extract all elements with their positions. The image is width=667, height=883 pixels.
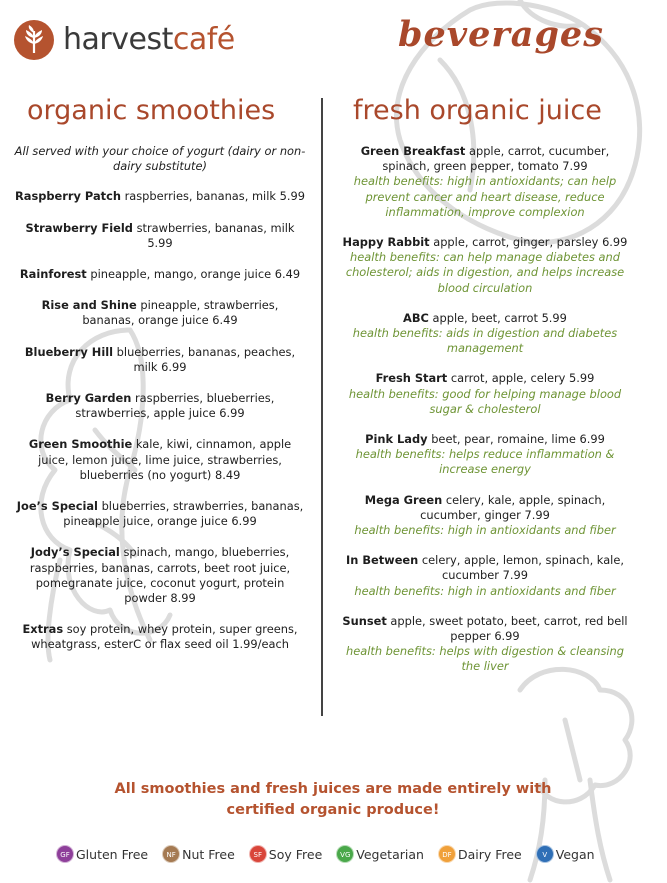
item-price: 6.49 bbox=[212, 313, 238, 328]
legend-label: Soy Free bbox=[268, 846, 323, 862]
item-name: Rainforest bbox=[19, 267, 87, 282]
juices-column bbox=[336, 144, 634, 690]
item-name: Extras bbox=[22, 622, 64, 637]
item-description: blueberries, bananas, peaches, milk bbox=[116, 344, 296, 374]
page-title: beverages bbox=[398, 14, 604, 55]
juice-main-line bbox=[336, 432, 634, 447]
item-name: Mega Green bbox=[364, 492, 443, 507]
juice-item bbox=[336, 311, 634, 357]
health-benefit: health benefits: high in antioxidants and fiber bbox=[354, 523, 616, 538]
item-name: Happy Rabbit bbox=[342, 235, 430, 250]
item-description: apple, carrot, ginger, parsley bbox=[433, 235, 599, 250]
smoothie-item bbox=[14, 267, 306, 282]
juice-main-line bbox=[336, 235, 634, 250]
brand-logo bbox=[13, 19, 235, 61]
legend-label: Gluten Free bbox=[76, 846, 149, 862]
smoothie-item bbox=[14, 545, 306, 606]
juices-heading: fresh organic juice bbox=[353, 95, 602, 126]
juice-main-line bbox=[336, 614, 634, 644]
smoothies-heading: organic smoothies bbox=[27, 95, 276, 126]
item-name: Rise and Shine bbox=[41, 298, 137, 313]
health-benefit: health benefits: helps reduce inflammation & increase energy bbox=[355, 447, 615, 477]
item-price: 5.99 bbox=[279, 189, 305, 204]
organic-note bbox=[90, 779, 576, 821]
item-name: Raspberry Patch bbox=[15, 189, 121, 204]
item-name: Jody’s Special bbox=[30, 545, 120, 560]
legend-label: Nut Free bbox=[182, 846, 235, 862]
item-price: 5.99 bbox=[147, 235, 173, 250]
item-description: celery, kale, apple, spinach, cucumber, ginger bbox=[420, 492, 606, 522]
item-name: In Between bbox=[346, 553, 419, 568]
sf-badge-icon: SF bbox=[249, 845, 267, 863]
item-price: 7.99 bbox=[502, 568, 528, 583]
health-benefit: health benefits: high in antioxidants; can help prevent cancer and heart disease, reduce inflammation, improve complexion bbox=[353, 174, 617, 219]
item-name: Berry Garden bbox=[45, 391, 132, 406]
juice-item bbox=[336, 493, 634, 539]
item-price: 8.99 bbox=[170, 591, 196, 606]
df-badge-icon: DF bbox=[438, 845, 456, 863]
item-name: Strawberry Field bbox=[25, 220, 133, 235]
item-name: ABC bbox=[403, 310, 429, 325]
item-name: Pink Lady bbox=[365, 432, 428, 447]
v-badge-icon: V bbox=[536, 845, 554, 863]
legend-item-sf bbox=[249, 845, 322, 863]
item-name: Green Breakfast bbox=[360, 144, 466, 158]
juice-main-line bbox=[336, 144, 634, 174]
legend-label: Dairy Free bbox=[457, 846, 522, 862]
juice-main-line bbox=[336, 493, 634, 523]
brand-name-part2: café bbox=[172, 22, 235, 57]
item-description: strawberries, bananas, milk bbox=[136, 220, 295, 235]
juice-main-line bbox=[336, 311, 634, 326]
item-price: 7.99 bbox=[562, 159, 588, 174]
item-price: 6.99 bbox=[161, 359, 187, 374]
legend-item-gf bbox=[56, 845, 148, 863]
item-description: celery, apple, lemon, spinach, kale, cucumber bbox=[421, 553, 624, 583]
item-price: 8.49 bbox=[215, 467, 241, 482]
dietary-legend bbox=[56, 845, 609, 863]
item-name: Green Smoothie bbox=[28, 437, 133, 452]
item-price: 6.49 bbox=[274, 267, 301, 282]
item-description: apple, beet, carrot bbox=[432, 310, 538, 325]
smoothies-list bbox=[14, 189, 306, 652]
smoothie-item bbox=[14, 298, 306, 328]
wheat-leaf-icon bbox=[13, 19, 55, 61]
smoothie-item bbox=[14, 345, 306, 375]
juice-item bbox=[336, 614, 634, 675]
juice-item bbox=[336, 235, 634, 296]
health-benefit: health benefits: good for helping manage blood sugar & cholesterol bbox=[348, 386, 622, 416]
item-description: pineapple, mango, orange juice bbox=[90, 267, 272, 282]
item-price: 1.99/each bbox=[232, 637, 289, 652]
juice-item bbox=[336, 553, 634, 599]
vg-badge-icon: VG bbox=[336, 845, 354, 863]
smoothie-item bbox=[14, 221, 306, 251]
legend-item-df bbox=[438, 845, 522, 863]
smoothie-item bbox=[14, 189, 306, 204]
legend-item-vg bbox=[336, 845, 424, 863]
item-description: blueberries, strawberries, bananas, pineapple juice, orange juice bbox=[63, 499, 304, 529]
item-description: raspberries, bananas, milk bbox=[124, 189, 276, 204]
item-description: soy protein, whey protein, super greens, wheatgrass, esterC or flax seed oil bbox=[31, 622, 298, 652]
item-price: 6.99 bbox=[602, 235, 628, 250]
item-description: apple, carrot, cucumber, spinach, green pepper, tomato bbox=[382, 144, 610, 174]
smoothies-column bbox=[14, 144, 306, 669]
organic-note-line1: All smoothies and fresh juices are made entirely with bbox=[114, 781, 552, 797]
health-benefit: health benefits: aids in digestion and diabetes management bbox=[352, 326, 618, 356]
item-description: carrot, apple, celery bbox=[450, 371, 566, 386]
item-price: 6.99 bbox=[494, 629, 520, 644]
nf-badge-icon: NF bbox=[162, 845, 180, 863]
gf-badge-icon: GF bbox=[56, 845, 74, 863]
item-name: Blueberry Hill bbox=[24, 344, 114, 359]
health-benefit: health benefits: helps with digestion & cleansing the liver bbox=[345, 644, 625, 674]
column-divider bbox=[321, 98, 323, 716]
juice-main-line bbox=[336, 371, 634, 386]
item-name: Fresh Start bbox=[375, 371, 448, 386]
juices-list bbox=[336, 144, 634, 675]
juice-item bbox=[336, 432, 634, 478]
item-price: 5.99 bbox=[541, 310, 567, 325]
item-description: beet, pear, romaine, lime bbox=[431, 432, 576, 447]
legend-item-nf bbox=[162, 845, 235, 863]
legend-label: Vegan bbox=[555, 846, 595, 862]
legend-label: Vegetarian bbox=[356, 846, 424, 862]
item-price: 7.99 bbox=[524, 507, 550, 522]
item-price: 6.99 bbox=[219, 406, 245, 421]
smoothies-intro: All served with your choice of yogurt (dairy or non-dairy substitute) bbox=[14, 144, 306, 174]
legend-item-v bbox=[536, 845, 595, 863]
item-description: pineapple, strawberries, bananas, orange juice bbox=[82, 298, 279, 328]
item-description: apple, sweet potato, beet, carrot, red bell pepper bbox=[390, 613, 628, 644]
smoothie-item bbox=[14, 499, 306, 529]
smoothie-item bbox=[14, 437, 306, 483]
health-benefit: health benefits: can help manage diabetes and cholesterol; aids in digestion, and helps increase blood circulation bbox=[345, 250, 625, 295]
item-description: raspberries, blueberries, strawberries, apple juice bbox=[75, 391, 275, 421]
juice-main-line bbox=[336, 553, 634, 583]
health-benefit: health benefits: high in antioxidants and fiber bbox=[354, 583, 616, 598]
juice-item bbox=[336, 144, 634, 220]
brand-name bbox=[63, 22, 235, 57]
organic-note-line2: certified organic produce! bbox=[226, 802, 440, 818]
item-price: 5.99 bbox=[569, 371, 595, 386]
item-price: 6.99 bbox=[579, 432, 605, 447]
brand-name-part1: harvest bbox=[63, 22, 173, 57]
item-name: Joe’s Special bbox=[16, 499, 98, 514]
smoothie-item bbox=[14, 622, 306, 652]
item-description: kale, kiwi, cinnamon, apple juice, lemon juice, lime juice, strawberries, blueberries (no yogurt) bbox=[38, 437, 292, 482]
item-price: 6.99 bbox=[231, 514, 257, 529]
smoothie-item bbox=[14, 391, 306, 421]
item-name: Sunset bbox=[342, 613, 387, 628]
item-description: spinach, mango, blueberries, raspberries, bananas, carrots, beet root juice, pomegranate juice, coconut yogurt, protein powder bbox=[29, 545, 291, 606]
juice-item bbox=[336, 371, 634, 417]
